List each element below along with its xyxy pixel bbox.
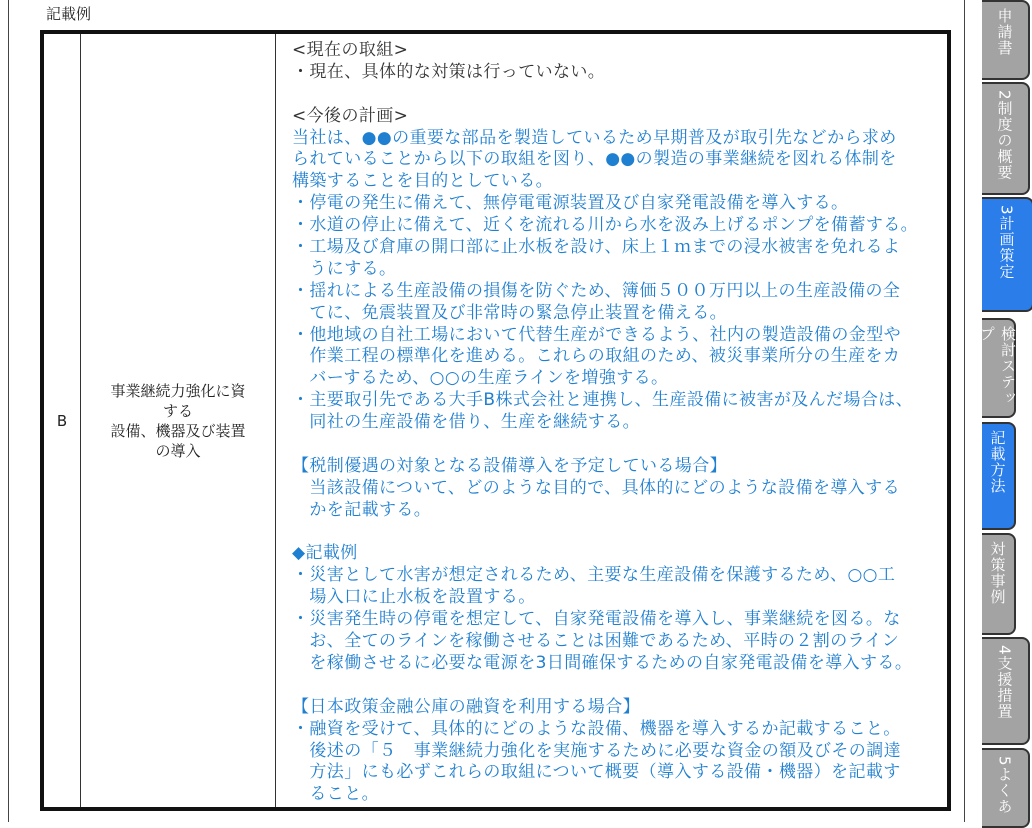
row-description — [276, 34, 947, 807]
description-line: ・揺れによる生産設備の損傷を防ぐため、簿価５００万円以上の生産設備の全 — [292, 280, 901, 301]
section-title: 記載例 — [46, 5, 92, 23]
description-line: を稼働させるに必要な電源を3日間確保するための自家発電設備を導入する。 — [292, 652, 913, 673]
example-table — [40, 30, 951, 811]
category-line: 設備、機器及び装置 — [110, 421, 246, 440]
description-line: <現在の取組> — [292, 40, 409, 60]
tab-2[interactable]: 3計画策定 — [982, 197, 1032, 312]
tab-0[interactable]: 申請書 — [982, 0, 1030, 80]
category-line: の導入 — [155, 441, 201, 460]
description-line: 【日本政策金融公庫の融資を利用する場合】 — [292, 696, 640, 717]
description-line: 同社の生産設備を借り、生産を継続する。 — [292, 412, 640, 433]
description-line — [292, 84, 947, 106]
description-line: 当該設備について、どのような目的で、具体的にどのような設備を導入する — [292, 477, 900, 498]
category-line: する — [162, 401, 193, 420]
tab-1[interactable]: 2制度の概要 — [982, 82, 1030, 195]
description-line — [292, 434, 947, 456]
description-line: 構築することを目的としている。 — [292, 171, 553, 192]
tab-7[interactable]: 5よくあ — [982, 748, 1030, 828]
description-line: ・災害発生時の停電を想定して、自家発電設備を導入し、事業継続を図る。な — [292, 609, 901, 630]
description-line: <今後の計画> — [292, 105, 409, 126]
description-line: 作業工程の標準化を進める。これらの取組のため、被災事業所分の生産をカ — [292, 346, 901, 367]
description-line — [292, 675, 947, 697]
side-tabs — [978, 0, 1032, 822]
description-line: ・融資を受けて、具体的にどのような設備、機器を導入するか記載すること。 — [292, 718, 901, 739]
description-line: ・現在、具体的な対策は行っていない。 — [292, 61, 606, 82]
description-line: ・主要取引先である大手B株式会社と連携し、生産設備に被害が及んだ場合は、 — [292, 390, 914, 411]
description-line: ・工場及び倉庫の開口部に止水板を設け、床上１ｍまでの浸水被害を免れるよ — [292, 237, 901, 258]
description-line: てに、免震装置及び非常時の緊急停止装置を備える。 — [292, 302, 727, 323]
category-line: 事業継続力強化に資 — [110, 381, 246, 400]
description-line: かを記載する。 — [292, 499, 432, 520]
description-line: 場入口に止水板を設置する。 — [292, 587, 536, 608]
description-line: 当社は、●●の重要な部品を製造しているため早期普及が取引先などから求め — [292, 127, 897, 148]
tab-6[interactable]: 4支援措置 — [982, 637, 1030, 745]
description-line: ・水道の停止に備えて、近くを流れる川から水を汲み上げるポンプを備蓄する。 — [292, 215, 919, 236]
description-line: ・停電の発生に備えて、無停電電源装置及び自家発電設備を導入する。 — [292, 193, 849, 214]
description-line: 後述の「５ 事業継続力強化を実施するために必要な資金の額及びその調達 — [292, 740, 901, 761]
description-line: ・他地域の自社工場において代替生産ができるよう、社内の製造設備の金型や — [292, 324, 901, 345]
description-line: ・災害として水害が想定されるため、主要な生産設備を保護するため、○○工 — [292, 565, 896, 586]
description-line: 方法」にも必ずこれらの取組について概要（導入する設備・機器）を記載す — [292, 762, 901, 783]
description-line: ◆記載例 — [292, 543, 358, 564]
tab-5[interactable]: 対策事例 — [982, 533, 1016, 635]
row-code: B — [44, 34, 81, 807]
row-category — [81, 34, 276, 807]
tab-4[interactable]: 記載方法 — [982, 422, 1016, 530]
description-line: られていることから以下の取組を図り、●●の製造の事業継続を図れる体制を — [292, 149, 897, 170]
description-line: お、全てのラインを稼働させることは困難であるため、平時の２割のライン — [292, 631, 900, 652]
tab-3[interactable]: 検討ステップ — [982, 318, 1016, 418]
description-line: うにする。 — [292, 258, 397, 279]
description-line: ること。 — [292, 784, 379, 805]
description-line — [292, 522, 947, 544]
description-line: バーするため、○○の生産ラインを増強する。 — [292, 368, 669, 389]
description-line: 【税制優遇の対象となる設備導入を予定している場合】 — [292, 455, 727, 476]
